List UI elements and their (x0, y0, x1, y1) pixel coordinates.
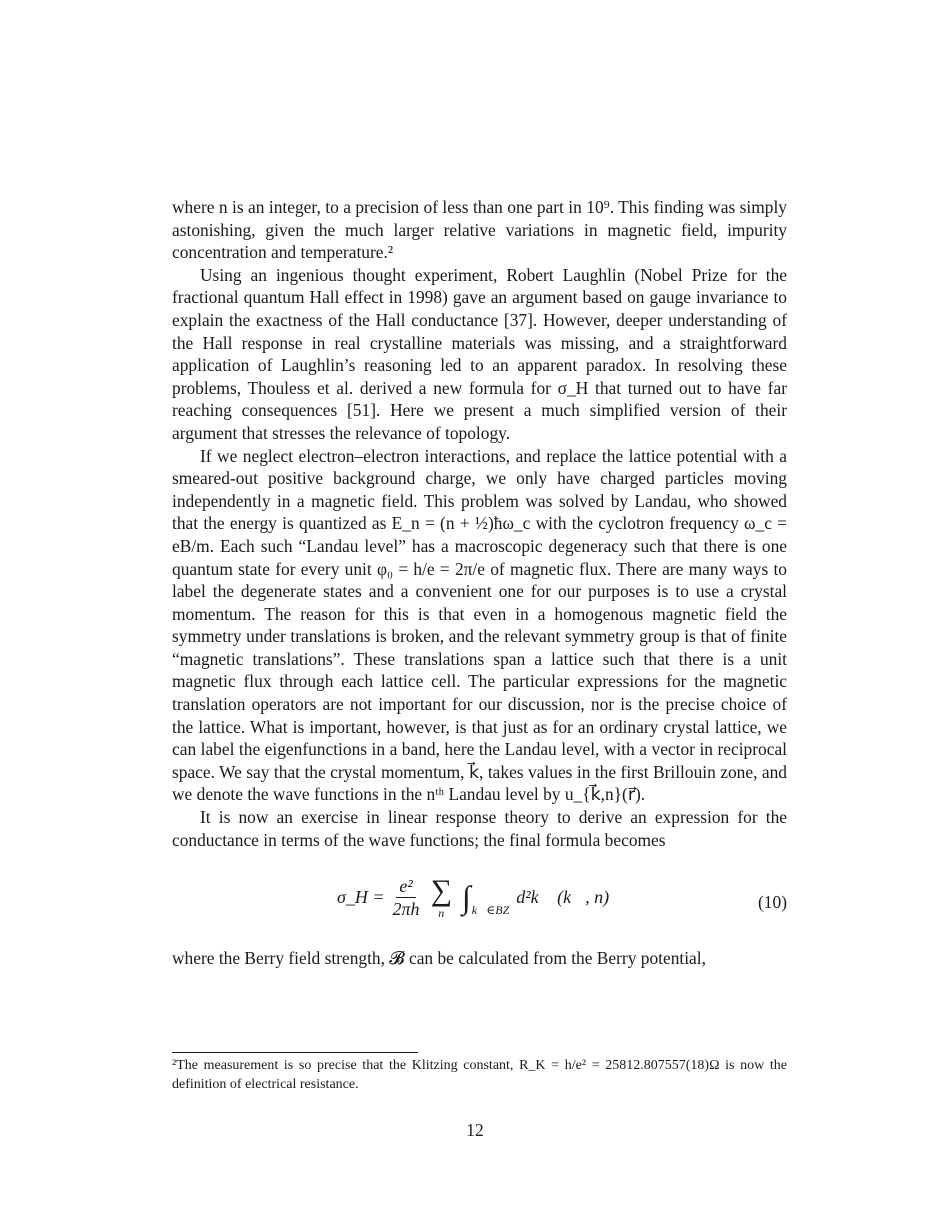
fraction-denominator: 2πh (392, 898, 420, 919)
equation-number: (10) (758, 892, 787, 913)
page-number: 12 (466, 1120, 484, 1140)
paragraph-4: It is now an exercise in linear response theory to derive an expression for the conductance in terms of the wave functions; the final formula becomes (172, 807, 787, 850)
equation-10 (172, 865, 787, 937)
paragraph-5: where the Berry field strength, 𝓑 can be calculated from the Berry potential, (172, 948, 706, 969)
footnote-2: ²The measurement is so precise that the Klitzing constant, R_K = h/e² = 25812.807557(18)Ω is now the definition of electrical resistance. (172, 1058, 787, 1092)
summation (431, 875, 452, 919)
paragraph-2: Using an ingenious thought experiment, Robert Laughlin (Nobel Prize for the fractional quantum Hall effect in 1998) gave an argument based on gauge invariance to explain the exactness of the Hall conductance [37]. However, deeper understanding of the Hall response in real crystalline materials was missing, and a straightforward application of Laughlin’s reasoning led to an apparent paradox. In resolving these problems, Thouless et al. derived a new formula for σ_H that turned out to have far reaching consequences [51]. Here we present a much simplified version of their argument that stresses the relevance of topology. (172, 264, 787, 443)
equation-lhs: σ_H = (337, 886, 385, 907)
paragraph-3: If we neglect electron–electron interactions, and replace the lattice potential with a smeared-out positive background charge, we only have charged particles moving independently in a magnetic field. This problem was solved by Landau, who showed that the energy is quantized as E_n = (n + ½)ħω_c with the cyclotron frequency ω_c = eB/m. Each such “Landau level” has a macroscopic degeneracy such that there is one quantum state for every unit φ₀ = h/e = 2π/e of magnetic flux. There are many ways to label the degenerate states and a convenient one for our purposes is to use a crystal momentum. The reason for this is that even in a homogenous magnetic field the symmetry under translations is broken, and the relevant symmetry group is that of finite “magnetic translations”. These translations span a lattice such that there is a unit magnetic flux through each lattice cell. The particular expressions for the magnetic translation operators are not important for our discussion, nor is the precise choice of the lattice. What is important, however, is that just as for an ordinary crystal lattice, we can label the eigenfunctions in a band, here the Landau level, with a vector in reciprocal space. We say that the crystal momentum, k⃗, takes values in the first Brillouin zone, and we denote the wave functions in the nᵗʰ Landau level by u_{k⃗,n}(r⃗). (172, 445, 787, 805)
integrand: d²k 𝓑(k⃗, n) (516, 886, 610, 907)
main-text-column (172, 196, 787, 970)
integral (462, 877, 509, 917)
integral-symbol: ∫ (461, 879, 471, 916)
footnote-rule (172, 1052, 418, 1053)
summation-index: n (438, 906, 445, 921)
fraction-numerator: e² (396, 876, 415, 898)
paragraph-1: where n is an integer, to a precision of less than one part in 10⁹. This finding was simply astonishing, given the much larger relative variations in magnetic field, impurity concentration and temperature.² (172, 197, 787, 263)
equation-fraction (393, 876, 420, 919)
summation-symbol: ∑ (430, 874, 452, 908)
integral-limit: k⃗∈BZ (471, 902, 510, 917)
equation-body (337, 875, 609, 919)
